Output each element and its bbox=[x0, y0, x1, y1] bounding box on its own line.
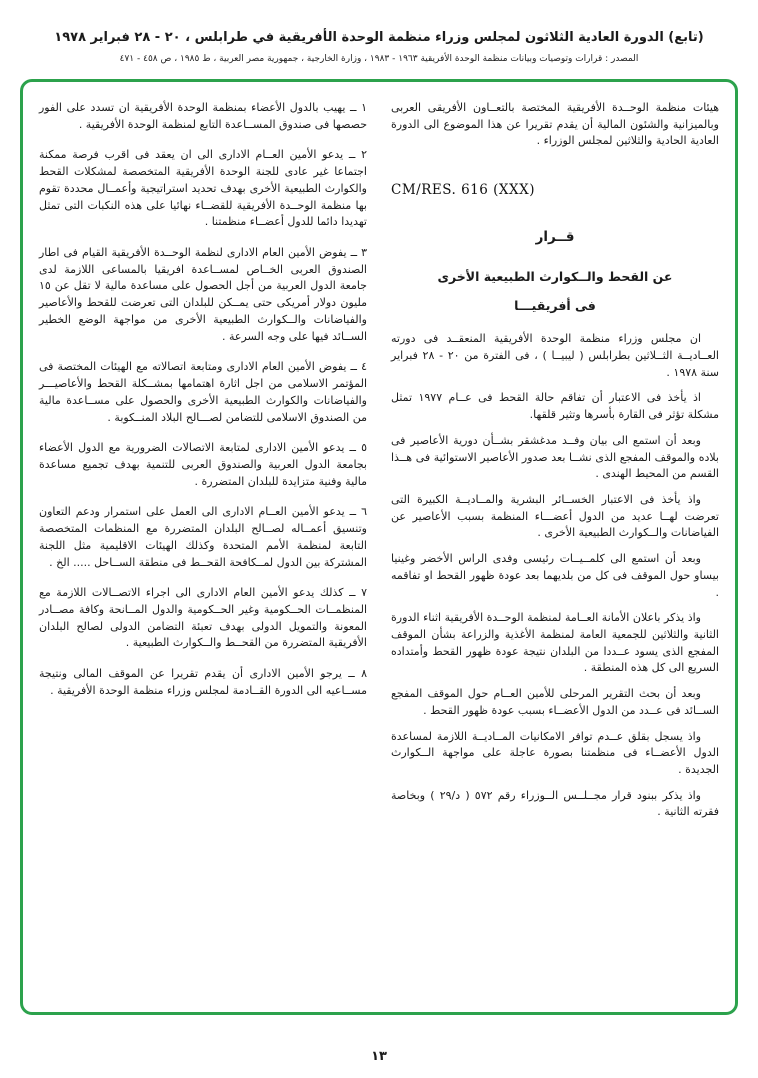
operative-item: ٧ ــ كذلك يدعو الأمين العام الادارى الى اجراء الاتصــالات اللازمة مع المنظمــات الحــكومية وغير الحــكومية والدول المــانحة وكافة مصــادر المعونة والتمويل الدولى بهدف تعبئة التضامن الدولى لصالح البلدان الأفريقية المتضررة من القحــط والــكوارث الطبيعية . bbox=[39, 586, 367, 650]
right-column bbox=[391, 100, 719, 1002]
operative-item: ٨ ــ يرجو الأمين الادارى أن يقدم تقريرا عن الموقف المالى ونتيجة مســاعيه الى الدورة القــادمة لمجلس وزراء منظمة الوحدة الأفريقية . bbox=[39, 667, 367, 697]
header-source-line: المصدر : قرارات وتوصيات وبيانات منظمة الوحدة الأفريقية ١٩٦٣ - ١٩٨٣ ، وزارة الخارجية ، جمهورية مصر العربية ، ط ١٩٨٥ ، ص ٤٥٨ - ٤٧١ bbox=[119, 54, 639, 64]
preamble-paragraph: اذ يأخذ فى الاعتبار أن تفاقم حالة القحط فى عــام ١٩٧٧ تمثل مشكلة تؤثر فى القارة بأسرها وتثير قلقها. bbox=[391, 391, 719, 422]
preamble-paragraph: وبعد أن استمع الى بيان وفــد مدغشقر بشــأن دورية الأعاصير فى بلاده والموقف المفجع الذى نشــا بعد صدور الأعاصير الاستوائية فى هــذا القسم من المحيط الهندى . bbox=[391, 433, 719, 481]
operative-item: ٢ ــ يدعو الأمين العــام الادارى الى ان يعقد فى اقرب فرصة ممكنة اجتماعا غير عادى للجنة الوحدة الأفريقية المتخصصة لمشكلات القحط والكوارث الطبيعية الأخرى بهدف تحديد استراتيجية وأعمــال محددة تقوم بها منظمة الوحــدة الأفريقية للقضــاء نهائيا على هذه النكبات التى تمثل تهديدا دائما للدول أعضــاء منظمتنا . bbox=[39, 148, 367, 229]
preamble-paragraph: واذ يذكر ببنود قرار مجــلــس الــوزراء رقم ٥٧٢ ( د/٢٩ ) وبخاصة فقرته الثانية . bbox=[391, 788, 719, 819]
operative-item: ٣ ــ يفوض الأمين العام الادارى لنظمة الوحــدة الأفريقية القيام فى اطار الصندوق العربى الخــاص لمســاعدة افريقيا بالمساعى اللازمة لدى جامعة الدول العربية من أجل الحصول على مساعدة مالية لا تقل عن ١٥ مليون دولار أمريكى حتى يمــكن للبلدان التى تعرضت للقحط والأعاصير والفياضانات والــكوارث الطبيعية الأخرى من مواجهة الوضع الخطير الســائد فيها على وجه السرعة . bbox=[39, 246, 367, 343]
resolution-title-line2: فى أفريقيـــا bbox=[514, 298, 596, 314]
operative-item: ٦ ــ يدعو الأمين العــام الادارى الى العمل على استمرار ودعم التعاون وتنسيق أعمــاله لصــالح البلدان المتضررة مع المنظمات المتخصصة التابعة لمنظمة الأمم المتحدة وكذلك الهيئات الاقليمية مثل اللجنة المشتركة بين الدول لمــكافحة القحــط فى منطقة الســاحل ..... الخ . bbox=[39, 505, 367, 569]
preamble-paragraph: واذ يأخذ فى الاعتبار الخســائر البشرية والمــاديــة الكبيرة التى تعرضت لهــا عديد من الدول أعضـــاء المنظمة بسبب الأعاصير عن الفياضانات والــكوارث الطبيعية الأخرى . bbox=[391, 492, 719, 540]
resolution-heading-word: قــرار bbox=[535, 228, 575, 245]
operative-item: ١ ــ يهيب بالدول الأعضاء بمنظمة الوحدة الأفريقية ان تسدد على الفور حصصها فى صندوق المســاعدة التابع لمنظمة الوحدة الأفريقية . bbox=[39, 101, 367, 131]
preamble-paragraph: وبعد أن بحث التقرير المرحلى للأمين العــام حول الموقف المفجع الســائد فى عــدد من الدول الأعضــاء بسبب عودة ظهور القحط . bbox=[391, 687, 719, 717]
preamble-paragraph: واذ يسجل بقلق عــدم توافر الامكانيات المــاديــة اللازمة لمساعدة الدول الأعضــاء فى منظمتنا بصورة عاجلة على مواجهة الــكوارث الجديدة . bbox=[391, 729, 719, 776]
page-header bbox=[0, 0, 758, 64]
left-column bbox=[39, 100, 367, 1002]
continuation-paragraph: هيئات منظمة الوحــدة الأفريقية المختصة بالتعــاون الأفريقى العربى وبالميزانية والشئون المالية أن يقدم تقريرا عن هذا الموضوع الى الدورة العادية الحادية والثلاثين لمجلس الوزراء . bbox=[391, 101, 719, 148]
two-column-layout bbox=[39, 100, 719, 1002]
resolution-number: CM/RES. 616 (XXX) bbox=[391, 182, 535, 199]
green-content-frame bbox=[20, 79, 738, 1015]
resolution-title-line1: عن القحط والــكوارث الطبيعية الأخرى bbox=[437, 269, 673, 285]
preamble-paragraph: ان مجلس وزراء منظمة الوحدة الأفريقية المنعقــد فى دورته العــاديــة الثــلاثين بطرابلس ( ليبيــا ) ، فى الفترة من ٢٠ - ٢٨ فبراير سنة ١٩٧٨ . bbox=[391, 332, 719, 379]
header-title: (تابع) الدورة العادية الثلاثون لمجلس وزراء منظمة الوحدة الأفريقية في طرابلس ، ٢٠ - ٢٨ فبراير ١٩٧٨ bbox=[54, 30, 704, 45]
preamble-paragraph: واذ يذكر باعلان الأمانة العــامة لمنظمة الوحــدة الأفريقية اثناء الدورة الثانية والثلاثين للجمعية العامة لمنظمة الأغذية والزراعة بشأن الموقف المفجع الذى يسود عــددا من البلدان نتيجة عودة ظهور القحط وأمتداده السريع الى كل هذه المنطقة . bbox=[391, 611, 719, 675]
operative-item: ٥ ــ يدعو الأمين الادارى لمتابعة الاتصالات الضرورية مع الدول الأعضاء بجامعة الدول العربية والصندوق العربى للتنمية بهدف تجميع مساعدة مالية وفنية متزايدة للبلدان المتضررة . bbox=[39, 441, 367, 488]
operative-item: ٤ ــ يفوض الأمين العام الادارى ومتابعة اتصالاته مع الهيئات المختصة فى المؤتمر الاسلامى من اجل اثارة اهتمامها بمشــكلة القحط والأعاصيـــر والفياضانات والكوارث الطبيعية الأخرى والحصول على مســاعدة مالية من الصندوق الاسلامى للتضامن لصـــالح البلاد المنــكوبة . bbox=[39, 360, 367, 424]
preamble-paragraph: وبعد أن استمع الى كلمــيــات رئيسى وفدى الراس الأخضر وغينيا بيساو حول الموقف فى كل من بلديهما بعد عودة ظهور القحط او تفاقمه . bbox=[391, 552, 719, 599]
page-number: ١٣ bbox=[371, 1049, 387, 1064]
